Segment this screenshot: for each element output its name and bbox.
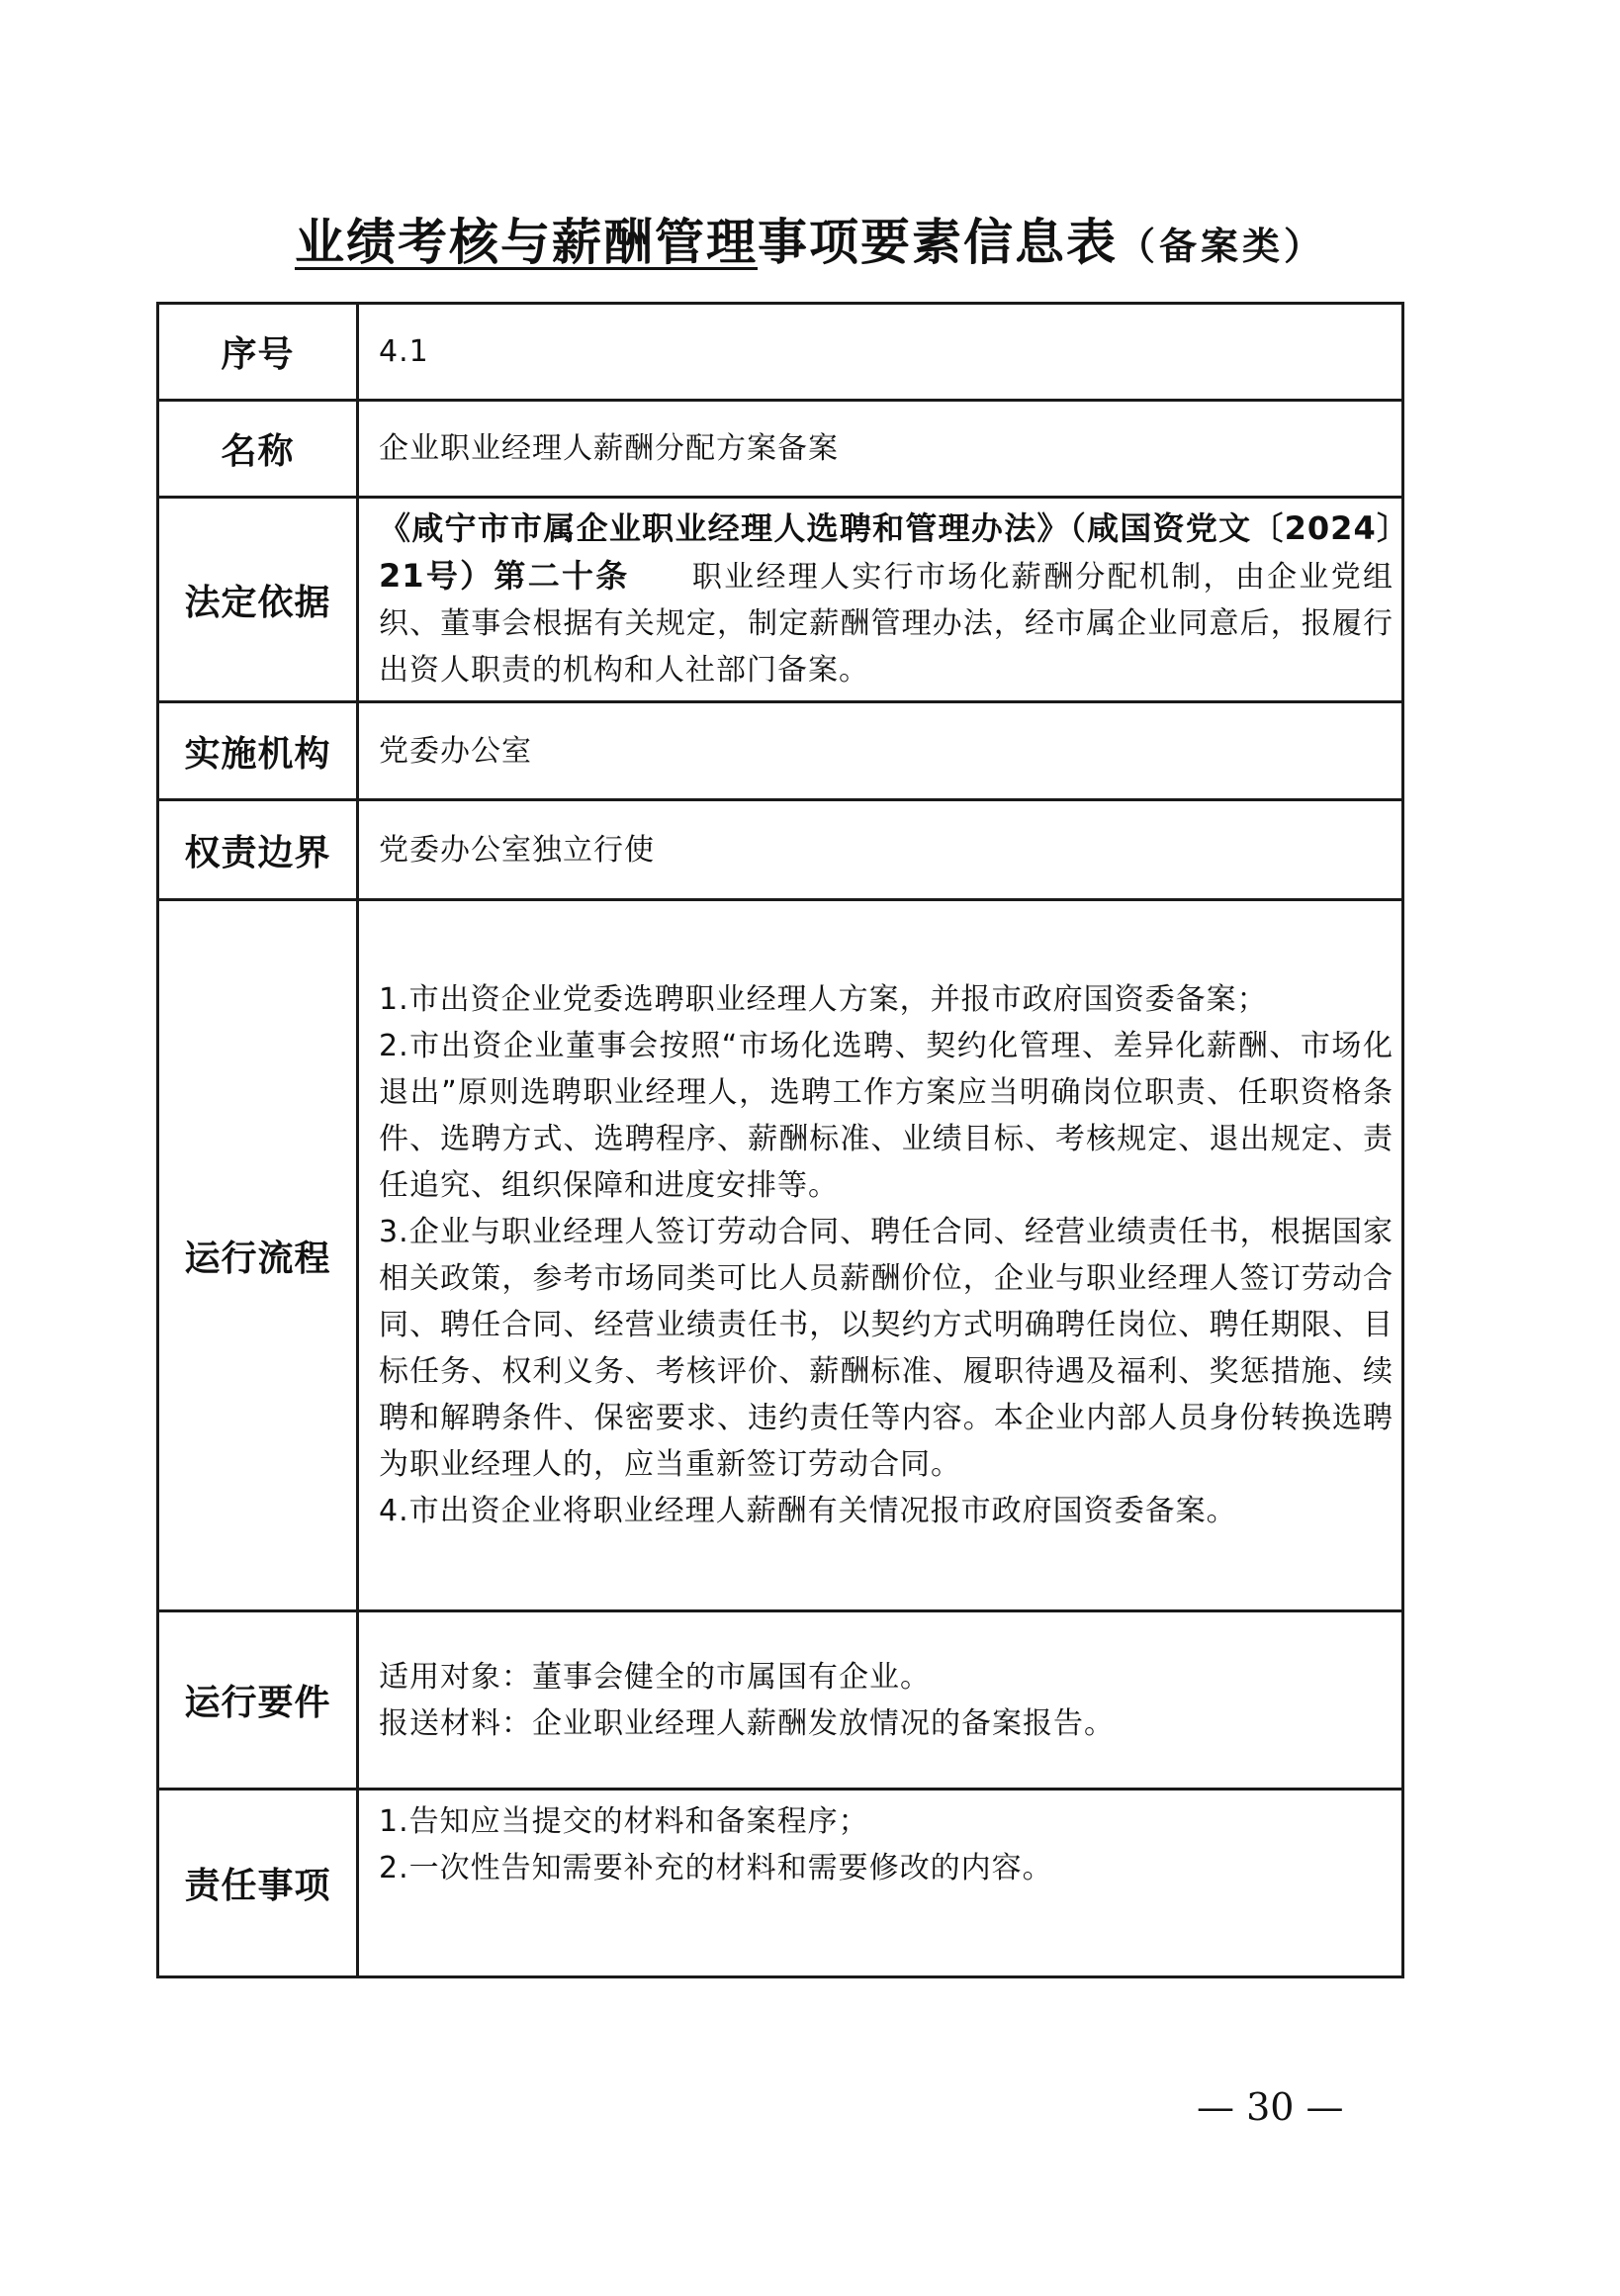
value-legal-basis (358, 498, 1403, 702)
process-step: 4.市出资企业将职业经理人薪酬有关情况报市政府国资委备案。 (379, 1494, 1237, 1528)
value-authority-boundary: 党委办公室独立行使 (358, 800, 1403, 900)
label-requirements: 运行要件 (158, 1611, 358, 1790)
row-legal-basis (158, 498, 1403, 702)
process-step: 1.市出资企业党委选聘职业经理人方案，并报市政府国资委备案； (379, 982, 1268, 1017)
row-requirements (158, 1611, 1403, 1790)
label-implementing-agency: 实施机构 (158, 702, 358, 800)
requirement-line: 适用对象：董事会健全的市属国有企业。 (379, 1659, 931, 1695)
row-responsibilities (158, 1790, 1403, 1977)
label-process: 运行流程 (158, 900, 358, 1611)
value-process (358, 900, 1403, 1611)
legal-basis-citation: 《咸宁市市属企业职业经理人选聘和管理办法》（咸国资党文〔2024〕21号）第二十条 (379, 509, 1394, 595)
title-underlined-part: 业绩考核与薪酬管理 (294, 214, 758, 271)
page-number: — 30 — (1197, 2085, 1344, 2129)
value-name: 企业职业经理人薪酬分配方案备案 (358, 401, 1403, 498)
row-implementing-agency (158, 702, 1403, 800)
value-serial: 4.1 (358, 304, 1403, 401)
label-authority-boundary: 权责边界 (158, 800, 358, 900)
row-serial (158, 304, 1403, 401)
title-rest: 事项要素信息表 (757, 214, 1118, 271)
value-requirements (358, 1611, 1403, 1790)
title-subtitle: （备案类） (1117, 225, 1325, 268)
row-authority-boundary (158, 800, 1403, 900)
row-name (158, 401, 1403, 498)
info-table (156, 302, 1404, 1978)
legal-basis-text: 职业经理人实行市场化薪酬分配机制，由企业党组织、董事会根据有关规定，制定薪酬管理办法，经市属企业同意后，报履行出资人职责的机构和人社部门备案。 (379, 560, 1394, 688)
value-implementing-agency: 党委办公室 (358, 702, 1403, 800)
requirement-line: 报送材料：企业职业经理人薪酬发放情况的备案报告。 (379, 1705, 1115, 1741)
process-step: 2.市出资企业董事会按照“市场化选聘、契约化管理、差异化薪酬、市场化退出”原则选聘职业经理人，选聘工作方案应当明确岗位职责、任职资格条件、选聘方式、选聘程序、薪酬标准、业绩目标、考核规定、退出规定、责任追究、组织保障和进度安排等。 (379, 1029, 1394, 1203)
label-serial: 序号 (158, 304, 358, 401)
label-legal-basis: 法定依据 (158, 498, 358, 702)
process-step: 3.企业与职业经理人签订劳动合同、聘任合同、经营业绩责任书，根据国家相关政策，参考市场同类可比人员薪酬价位，企业与职业经理人签订劳动合同、聘任合同、经营业绩责任书，以契约方式明确聘任岗位、聘任期限、目标任务、权利义务、考核评价、薪酬标准、履职待遇及福利、奖惩措施、续聘和解聘条件、保密要求、违约责任等内容。本企业内部人员身份转换选聘为职业经理人的，应当重新签订劳动合同。 (379, 1215, 1394, 1482)
row-process (158, 900, 1403, 1611)
page-title (0, 203, 1620, 274)
label-name: 名称 (158, 401, 358, 498)
label-responsibilities: 责任事项 (158, 1790, 358, 1977)
responsibility-line: 1.告知应当提交的材料和备案程序； (379, 1804, 869, 1839)
responsibility-line: 2.一次性告知需要补充的材料和需要修改的内容。 (379, 1851, 1053, 1885)
value-responsibilities (358, 1790, 1403, 1977)
